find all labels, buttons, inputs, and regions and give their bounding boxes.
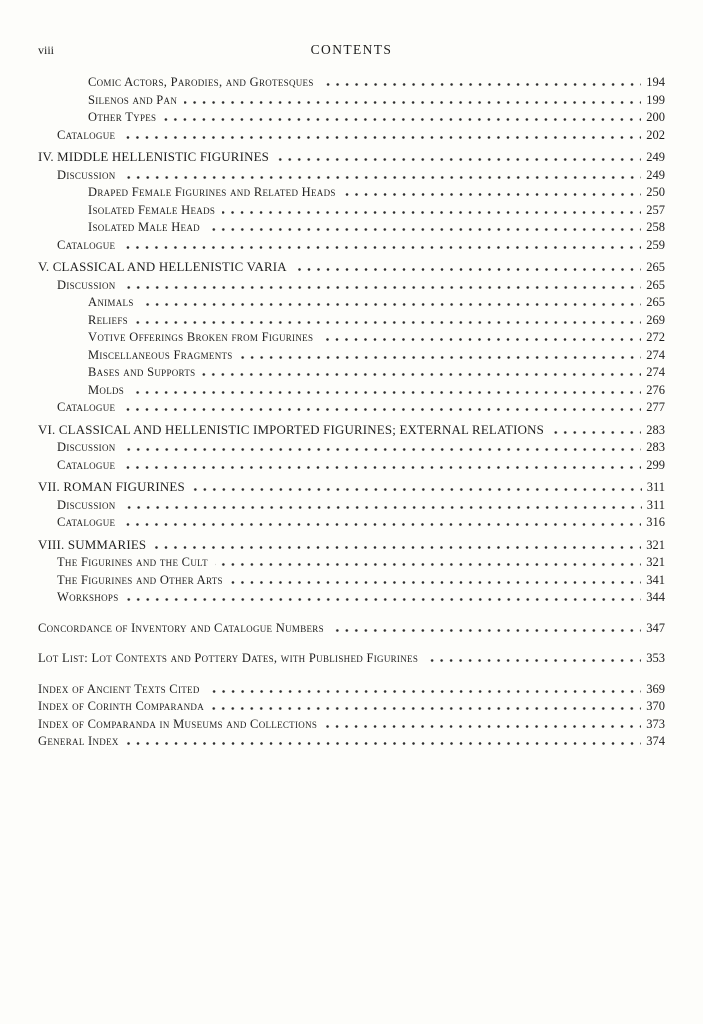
toc-entry-page: 321 <box>646 537 665 552</box>
toc-entry-label: Reliefs <box>88 312 128 327</box>
toc-row <box>38 698 665 716</box>
toc-entry-page: 373 <box>646 716 665 731</box>
toc-row <box>38 439 665 457</box>
toc-entry-page: 258 <box>646 220 665 234</box>
toc-row <box>38 554 665 572</box>
toc-entry-page: 311 <box>646 480 665 494</box>
toc-entry-page: 353 <box>646 651 665 665</box>
page-header <box>38 42 665 58</box>
toc-entry-label: Discussion <box>57 497 116 512</box>
dot-leader <box>202 373 641 376</box>
toc-entry-label: Concordance of Inventory and Catalogue Numbers <box>38 620 324 635</box>
toc-entry-page: 194 <box>646 75 665 89</box>
dot-leader <box>126 598 642 601</box>
toc-entry-page: 344 <box>646 590 665 604</box>
dot-leader <box>122 466 641 469</box>
page-folio: viii <box>38 43 55 57</box>
toc-entry-page: 277 <box>646 400 665 414</box>
dot-leader <box>141 303 642 306</box>
dot-leader <box>122 136 641 139</box>
toc-entry-label: Catalogue <box>57 515 116 529</box>
dot-leader <box>324 725 641 728</box>
toc-entry-page: 316 <box>646 515 665 529</box>
dot-leader <box>123 286 642 289</box>
toc-row <box>38 109 665 127</box>
toc-row <box>38 149 665 167</box>
toc-entry-label: Discussion <box>57 277 116 292</box>
toc-row <box>38 347 665 365</box>
toc-entry-label: VIII. SUMMARIES <box>38 537 147 552</box>
toc-row <box>38 422 665 440</box>
toc-row <box>38 92 665 110</box>
toc-row <box>38 457 665 475</box>
toc-row <box>38 219 665 237</box>
toc-entry-label: Isolated Male Head <box>88 220 200 234</box>
dot-leader <box>123 506 642 509</box>
dot-leader <box>321 83 642 86</box>
toc-entry-label: Index of Corinth Comparanda <box>38 699 204 713</box>
dot-leader <box>131 391 641 394</box>
toc-entry-label: IV. MIDDLE HELLENISTIC FIGURINES <box>38 150 270 164</box>
toc-entry-label: Workshops <box>57 590 119 604</box>
dot-leader <box>215 563 641 566</box>
toc-entry-page: 347 <box>646 620 665 635</box>
toc-entry-label: Lot List: Lot Contexts and Pottery Dates, with Published Figurines <box>38 651 419 665</box>
toc-entry-label: Other Types <box>88 110 157 124</box>
dot-leader <box>211 707 641 710</box>
toc-entry-page: 276 <box>646 382 665 397</box>
dot-leader <box>123 448 642 451</box>
toc-row <box>38 537 665 555</box>
dot-leader <box>135 321 641 324</box>
toc-entry-label: The Figurines and the Cult <box>57 555 208 569</box>
toc-entry-label: Votive Offerings Broken from Figurines <box>88 330 314 344</box>
toc-row <box>38 202 665 220</box>
toc-entry-page: 283 <box>646 440 665 454</box>
toc-entry-label: V. CLASSICAL AND HELLENISTIC VARIA <box>38 260 287 274</box>
toc-entry-page: 200 <box>646 110 665 124</box>
toc-entry-page: 370 <box>646 699 665 713</box>
toc-row <box>38 681 665 699</box>
toc-row <box>38 716 665 734</box>
toc-entry-label: Draped Female Figurines and Related Heads <box>88 185 336 199</box>
toc-entry-label: Discussion <box>57 167 116 182</box>
toc-entry-page: 250 <box>646 185 665 199</box>
toc-entry-label: General Index <box>38 734 119 748</box>
toc-row <box>38 399 665 417</box>
toc-entry-label: VI. CLASSICAL AND HELLENISTIC IMPORTED FIGURINES; EXTERNAL RELATIONS <box>38 422 544 437</box>
toc-row <box>38 259 665 277</box>
toc-entry-page: 311 <box>646 497 665 512</box>
toc-entry-label: Animals <box>88 295 134 309</box>
dot-leader <box>207 690 642 693</box>
toc-entry-page: 259 <box>646 237 665 252</box>
toc-entry-page: 249 <box>646 167 665 182</box>
toc-row <box>38 589 665 607</box>
toc-row <box>38 479 665 497</box>
toc-entry-label: VII. ROMAN FIGURINES <box>38 480 185 494</box>
toc-entry-label: Isolated Female Heads <box>88 202 216 217</box>
toc-row <box>38 650 665 668</box>
dot-leader <box>192 488 642 491</box>
toc-row <box>38 497 665 515</box>
toc-entry-page: 321 <box>646 555 665 569</box>
toc-row <box>38 127 665 145</box>
toc-row <box>38 382 665 400</box>
toc-row <box>38 312 665 330</box>
toc-entry-page: 249 <box>646 150 665 164</box>
toc-entry-page: 283 <box>646 422 665 437</box>
toc-row <box>38 733 665 751</box>
toc-row <box>38 167 665 185</box>
toc-entry-label: Molds <box>88 382 125 397</box>
toc-entry-page: 265 <box>646 295 665 309</box>
toc-entry-page: 299 <box>646 457 665 472</box>
toc-row <box>38 277 665 295</box>
toc-row <box>38 364 665 382</box>
toc-entry-page: 265 <box>646 260 665 274</box>
toc-entry-page: 274 <box>646 365 665 379</box>
dot-leader <box>331 629 641 632</box>
dot-leader <box>153 546 641 549</box>
toc-row <box>38 329 665 347</box>
dot-leader <box>184 101 641 104</box>
toc-row <box>38 237 665 255</box>
dot-leader <box>276 158 641 161</box>
dot-leader <box>222 211 641 214</box>
dot-leader <box>126 742 642 745</box>
dot-leader <box>123 176 642 179</box>
toc-entry-label: Discussion <box>57 440 116 454</box>
toc-entry-label: The Figurines and Other Arts <box>57 572 223 587</box>
toc-entry-label: Catalogue <box>57 457 116 472</box>
contents-heading: CONTENTS <box>310 42 393 57</box>
toc-entry-label: Silenos and Pan <box>88 92 178 107</box>
toc-entry-page: 369 <box>646 681 665 696</box>
toc-entry-page: 199 <box>646 92 665 107</box>
toc-entry-page: 274 <box>646 347 665 362</box>
toc-row <box>38 184 665 202</box>
dot-leader <box>163 118 641 121</box>
dot-leader <box>320 338 641 341</box>
toc-entry-label: Catalogue <box>57 400 116 414</box>
toc-entry-page: 272 <box>646 330 665 344</box>
toc-entry-page: 269 <box>646 312 665 327</box>
dot-leader <box>551 431 641 434</box>
toc-entry-label: Comic Actors, Parodies, and Grotesques <box>88 75 314 89</box>
toc-entry-label: Miscellaneous Fragments <box>88 347 233 362</box>
dot-leader <box>207 228 641 231</box>
toc-row <box>38 514 665 532</box>
toc-row <box>38 572 665 590</box>
toc-entry-page: 341 <box>646 572 665 587</box>
dot-leader <box>294 268 641 271</box>
dot-leader <box>240 356 642 359</box>
toc-list <box>38 74 665 751</box>
dot-leader <box>122 523 641 526</box>
toc-row <box>38 620 665 638</box>
toc-entry-page: 265 <box>646 277 665 292</box>
dot-leader <box>230 581 641 584</box>
dot-leader <box>343 193 642 196</box>
toc-row <box>38 74 665 92</box>
toc-entry-page: 202 <box>646 127 665 142</box>
toc-entry-label: Catalogue <box>57 237 116 252</box>
toc-entry-label: Index of Ancient Texts Cited <box>38 681 200 696</box>
toc-entry-label: Bases and Supports <box>88 365 196 379</box>
dot-leader <box>122 246 641 249</box>
toc-entry-label: Catalogue <box>57 127 116 142</box>
dot-leader <box>122 408 641 411</box>
dot-leader <box>425 659 641 662</box>
toc-entry-label: Index of Comparanda in Museums and Collections <box>38 716 318 731</box>
toc-entry-page: 374 <box>646 734 665 748</box>
toc-entry-page: 257 <box>646 202 665 217</box>
toc-row <box>38 294 665 312</box>
